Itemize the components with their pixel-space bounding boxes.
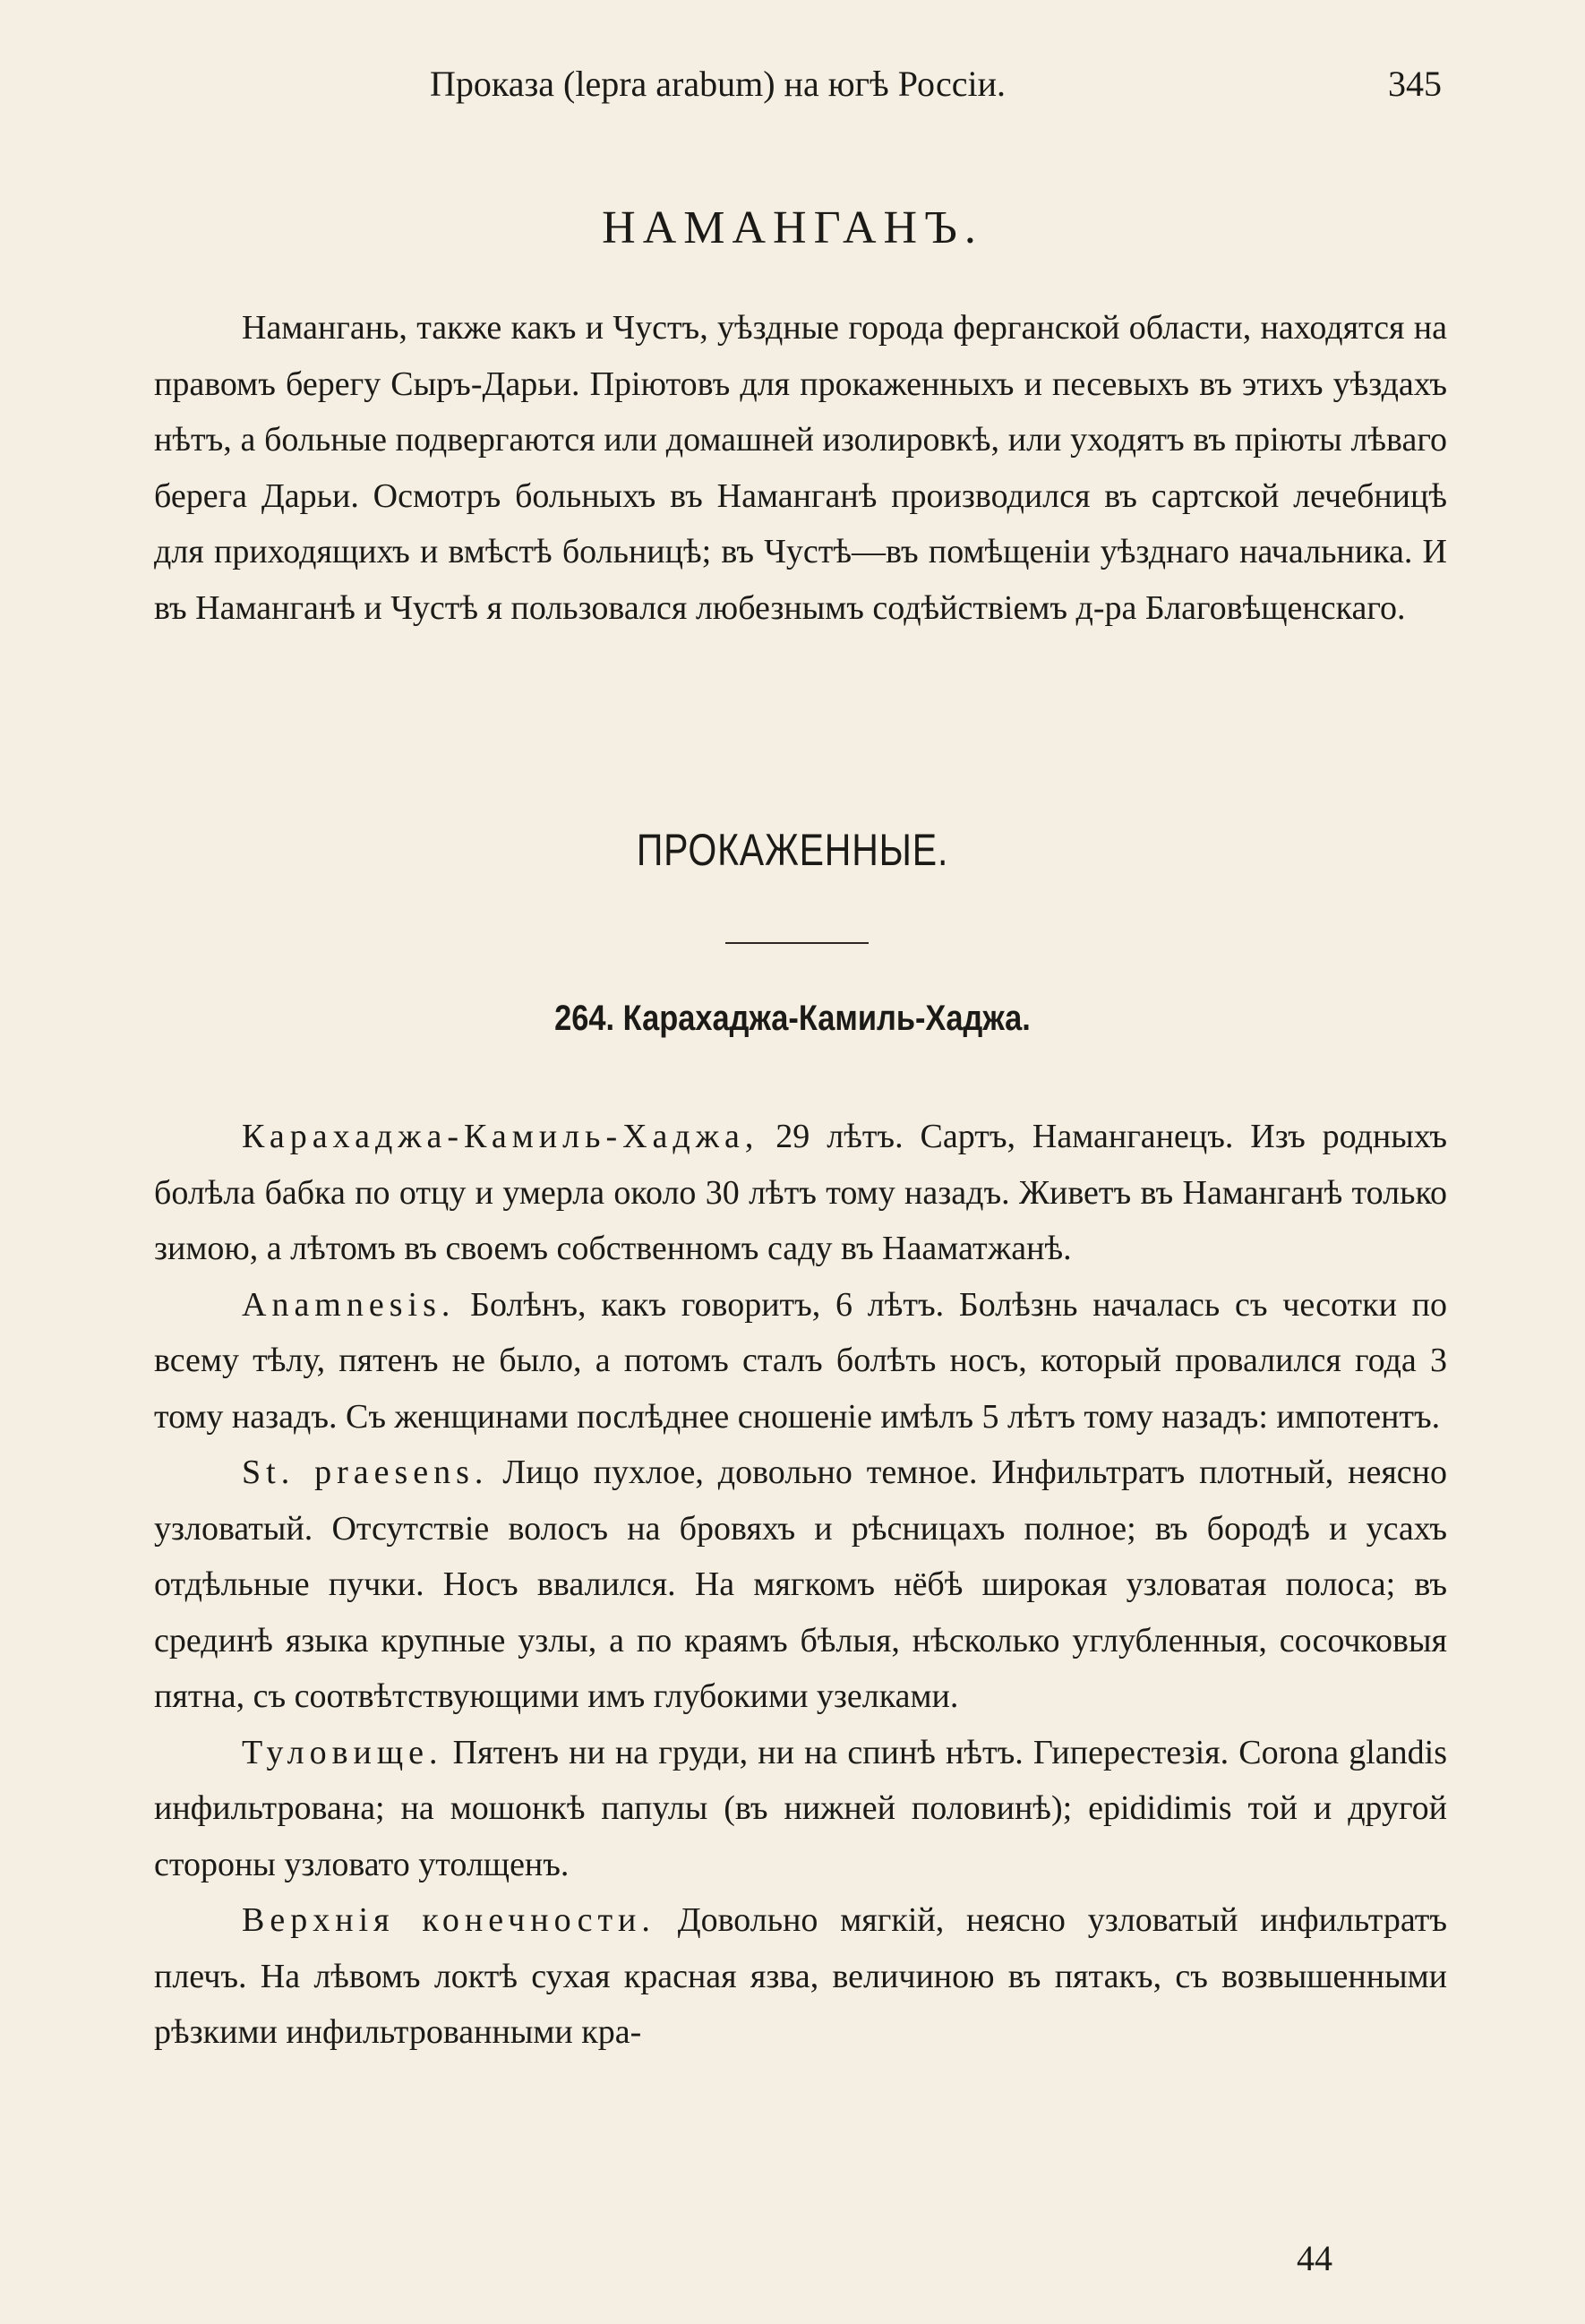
city-heading: НАМАНГАНЪ. [602, 202, 983, 253]
paragraph-text: Болѣнъ, какъ говоритъ, 6 лѣтъ. Болѣзнь началась съ чесотки по всему тѣлу, пятенъ не было, а потомъ сталъ болѣть носъ, который провалился года 3 тому назадъ. Съ женщинами послѣднее сношеніе имѣлъ 5 лѣтъ тому назадъ: импотентъ. [154, 1285, 1447, 1436]
section-divider [725, 942, 869, 944]
paragraph-lead: St. praesens. [242, 1454, 489, 1491]
signature-mark: 44 [1297, 2238, 1332, 2278]
paragraph-text: 29 лѣтъ. Сартъ, Наманганецъ. Изъ родныхъ болѣла бабка по отцу и умерла около 30 лѣтъ тому назадъ. Живетъ въ Наманганѣ только зимою, а лѣтомъ въ своемъ собственномъ саду въ Нааматжанѣ. [154, 1118, 1447, 1267]
paragraph-text: Лицо пухлое, довольно темное. Инфильтратъ плотный, неясно узловатый. Отсутствіе волосъ на бровяхъ и рѣсницахъ полное; въ бородѣ и усахъ отдѣльные пучки. Носъ ввалился. На мягкомъ нёбѣ широкая узловатая полоса; въ срединѣ языка крупные узлы, а по краямъ бѣлыя, нѣсколько углубленныя, сосочковыя пятна, съ соотвѣтствующими имъ глубокими узелками. [154, 1454, 1447, 1715]
paragraph-torso [154, 1725, 1447, 1893]
paragraph-lead: Anamnesis. [242, 1285, 456, 1324]
case-text [154, 1109, 1447, 2061]
paragraph-upper-limbs [154, 1892, 1447, 2061]
paragraph-anamnesis [154, 1277, 1447, 1445]
paragraph-lead: Карахаджа-Камиль-Хаджа, [242, 1118, 759, 1155]
paragraph-lead: Туловище. [242, 1733, 443, 1771]
intro-block [154, 300, 1447, 636]
case-heading: 264. Карахаджа-Камиль-Хаджа. [554, 999, 1031, 1038]
running-title: Проказа (lepra arabum) на югѣ Россіи. [430, 64, 1006, 104]
paragraph-text: Пятенъ ни на груди, ни на спинѣ нѣтъ. Гиперестезія. Corona glandis инфильтрована; на мошонкѣ папулы (въ нижней половинѣ); epididimis той и другой стороны узловато утолщенъ. [154, 1733, 1447, 1883]
paragraph-status-praesens [154, 1445, 1447, 1725]
page-number: 345 [1388, 64, 1442, 104]
intro-paragraph: Намангань, также какъ и Чустъ, уѣздные города ферганской области, находятся на правомъ берегу Сыръ-Дарьи. Пріютовъ для прокаженныхъ и песевыхъ въ этихъ уѣздахъ нѣтъ, а больные подвергаются или домашней изолировкѣ, или уходятъ въ пріюты лѣваго берега Дарьи. Осмотръ больныхъ въ Наманганѣ производился въ сартской лечебницѣ для приходящихъ и вмѣстѣ больницѣ; въ Чустѣ—въ помѣщеніи уѣзднаго начальника. И въ Наманганѣ и Чустѣ я пользовался любезнымъ содѣйствіемъ д-ра Благовѣщенскаго. [154, 309, 1447, 627]
paragraph-identity [154, 1109, 1447, 1277]
section-heading: ПРОКАЖЕННЫЕ. [636, 825, 949, 875]
paragraph-lead: Верхнія конечности. [242, 1901, 655, 1939]
paragraph-text: Довольно мягкій, неясно узловатый инфильтратъ плечъ. На лѣвомъ локтѣ сухая красная язва, величиною въ пятакъ, съ возвышенными рѣзкими инфильтрованными кра- [154, 1901, 1447, 2051]
running-head [152, 63, 1442, 116]
